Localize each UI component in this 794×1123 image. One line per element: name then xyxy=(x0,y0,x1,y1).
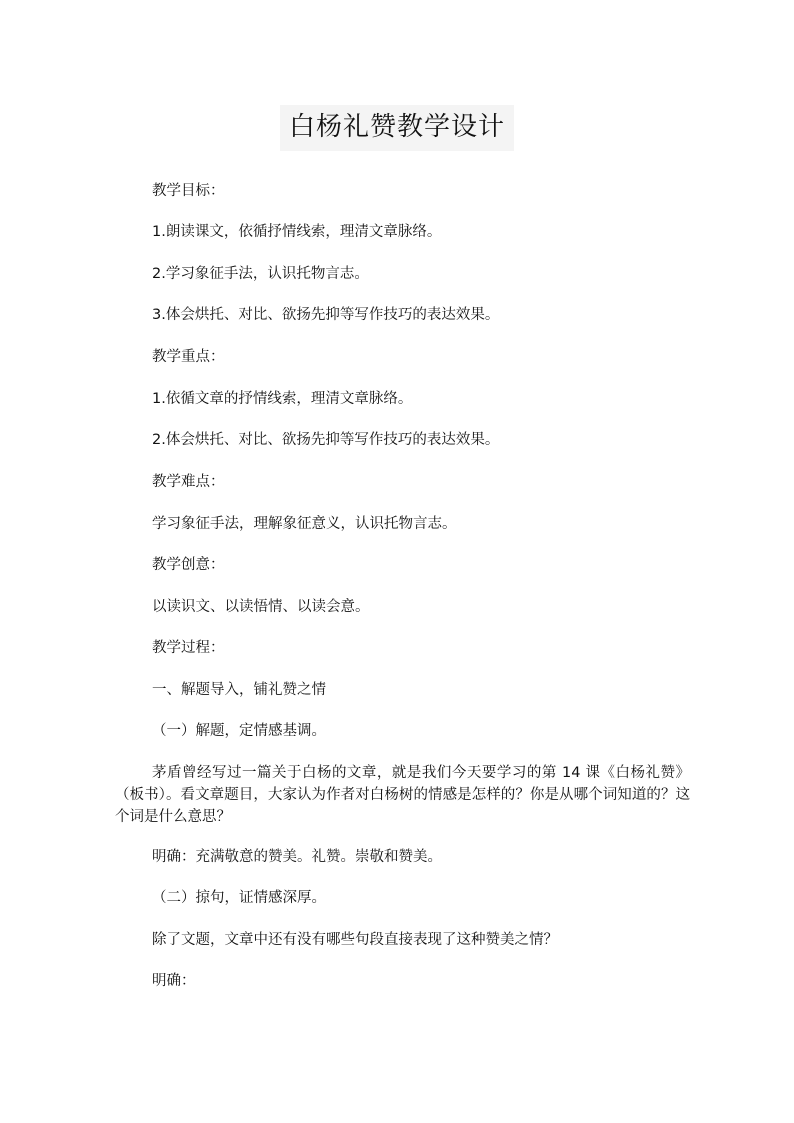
goal-item-2: 2.学习象征手法，认识托物言志。 xyxy=(152,266,369,282)
document-title: 白杨礼赞教学设计 xyxy=(280,105,514,151)
heading-process: 教学过程： xyxy=(152,640,225,656)
difficulty-text: 学习象征手法，理解象征意义，认识托物言志。 xyxy=(152,516,457,532)
heading-difficulties: 教学难点： xyxy=(152,474,225,490)
heading-teaching-goals: 教学目标： xyxy=(152,183,225,199)
key-point-2: 2.体会烘托、对比、欲扬先抑等写作技巧的表达效果。 xyxy=(152,432,500,448)
creative-idea-text: 以读识文、以读悟情、以读会意。 xyxy=(152,599,370,615)
answer-label: 明确： xyxy=(152,973,196,989)
heading-creative-idea: 教学创意： xyxy=(152,557,225,573)
key-point-1: 1.依循文章的抒情线索，理清文章脉络。 xyxy=(152,391,413,407)
heading-key-points: 教学重点： xyxy=(152,349,225,365)
section-one-heading: 一、解题导入，铺礼赞之情 xyxy=(152,682,326,698)
answer-paragraph-1: 明确：充满敬意的赞美。礼赞。崇敬和赞美。 xyxy=(152,849,442,865)
intro-paragraph: 茅盾曾经写过一篇关于白杨的文章，就是我们今天要学习的第 14 课《白杨礼赞》（板书）。看文章题目，大家认为作者对白杨树的情感是怎样的？你是从哪个词知道的？这个词是什么意思？ xyxy=(115,765,690,825)
subsection-one-heading: （一）解题，定情感基调。 xyxy=(152,723,326,739)
goal-item-3: 3.体会烘托、对比、欲扬先抑等写作技巧的表达效果。 xyxy=(152,307,500,323)
question-paragraph: 除了文题，文章中还有没有哪些句段直接表现了这种赞美之情？ xyxy=(152,932,558,948)
goal-item-1: 1.朗读课文，依循抒情线索，理清文章脉络。 xyxy=(152,224,442,240)
subsection-two-heading: （二）掠句，证情感深厚。 xyxy=(152,890,326,906)
